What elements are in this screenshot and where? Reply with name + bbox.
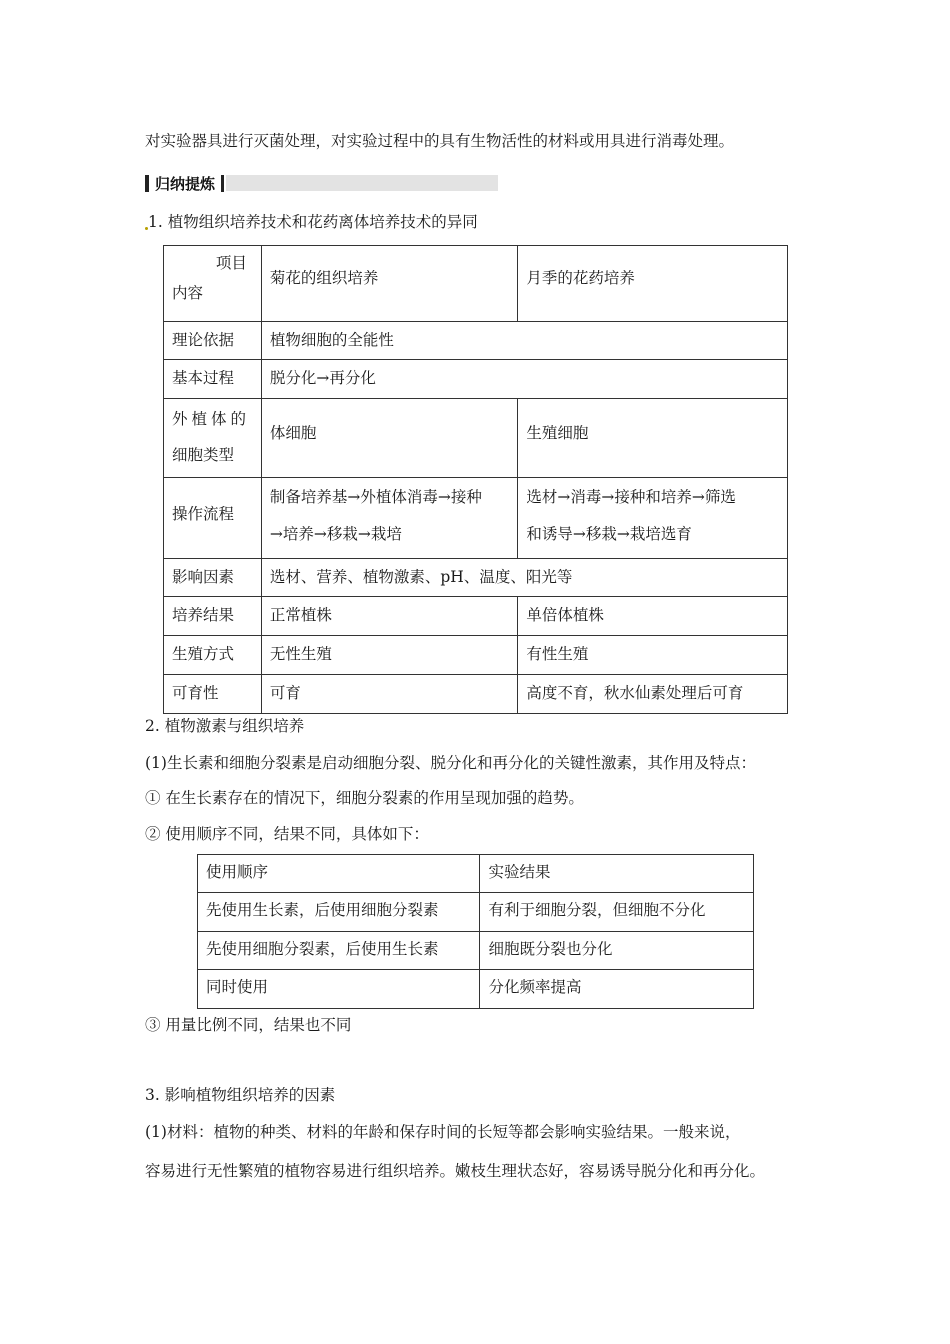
table-row [198, 893, 754, 932]
section-fill [226, 175, 498, 191]
row-label: 生殖方式 [164, 636, 262, 675]
cell: 有性生殖 [518, 636, 788, 675]
corner-top: 项目 [215, 254, 247, 272]
row-label: 基本过程 [164, 360, 262, 399]
section-bar-right [221, 175, 224, 192]
row-label: 培养结果 [164, 597, 262, 636]
column-header: 使用顺序 [198, 855, 480, 893]
row-value: 脱分化→再分化 [261, 360, 787, 399]
table-row [198, 855, 754, 893]
cell: 正常植株 [261, 597, 518, 636]
row-value: 植物细胞的全能性 [261, 322, 787, 360]
intro-line: 对实验器具进行灭菌处理，对实验过程中的具有生物活性的材料或用具进行消毒处理。 [145, 132, 735, 150]
cell-line: 制备培养基→外植体消毒→接种 [269, 488, 482, 506]
paragraph: (1)生长素和细胞分裂素是启动细胞分裂、脱分化和再分化的关键性激素，其作用及特点： [145, 754, 756, 772]
table-row [164, 399, 788, 478]
row-label: 操作流程 [164, 478, 262, 559]
table-row [164, 675, 788, 714]
section-title: 归纳提炼 [155, 174, 216, 193]
cell: 单倍体植株 [518, 597, 788, 636]
cell [261, 478, 518, 559]
paragraph: (1)材料：植物的种类、材料的年龄和保存时间的长短等都会影响实验结果。一般来说， [145, 1123, 741, 1141]
cell: 分化频率提高 [480, 970, 754, 1009]
col-header-2: 月季的花药培养 [518, 246, 788, 322]
row-value: 选材、营养、植物激素、pH、温度、阳光等 [261, 559, 787, 597]
comparison-table [163, 245, 788, 714]
corner-cell [164, 246, 262, 322]
cell: 体细胞 [261, 399, 518, 478]
cell: 有利于细胞分裂，但细胞不分化 [480, 893, 754, 932]
cell: 细胞既分裂也分化 [480, 932, 754, 970]
heading-1: 1. 植物组织培养技术和花药离体培养技术的异同 [148, 213, 478, 231]
cell-line: 和诱导→移栽→栽培选育 [526, 525, 692, 543]
cell: 无性生殖 [261, 636, 518, 675]
table-row [164, 360, 788, 399]
cell: 生殖细胞 [518, 399, 788, 478]
table-row [164, 478, 788, 559]
column-header: 实验结果 [480, 855, 754, 893]
cell: 可育 [261, 675, 518, 714]
cell: 高度不育，秋水仙素处理后可育 [518, 675, 788, 714]
row-label: 可育性 [164, 675, 262, 714]
table-row [198, 932, 754, 970]
cell: 先使用细胞分裂素，后使用生长素 [198, 932, 480, 970]
paragraph: 容易进行无性繁殖的植物容易进行组织培养。嫩枝生理状态好，容易诱导脱分化和再分化。 [145, 1162, 766, 1180]
cell: 先使用生长素，后使用细胞分裂素 [198, 893, 480, 932]
row-label [164, 399, 262, 478]
table-row [164, 322, 788, 360]
row-label-line: 外植体的 [172, 410, 251, 428]
table-row [164, 559, 788, 597]
hormone-order-table [197, 854, 754, 1009]
heading-3: 3. 影响植物组织培养的因素 [145, 1086, 336, 1104]
paragraph: ① 在生长素存在的情况下，细胞分裂素的作用呈现加强的趋势。 [145, 789, 584, 807]
row-label: 理论依据 [164, 322, 262, 360]
table-row [164, 597, 788, 636]
table-row [164, 246, 788, 322]
cell: 同时使用 [198, 970, 480, 1009]
table-row [164, 636, 788, 675]
col-header-1: 菊花的组织培养 [261, 246, 518, 322]
row-label: 影响因素 [164, 559, 262, 597]
cell-line: 选材→消毒→接种和培养→筛选 [526, 488, 736, 506]
paragraph: ③ 用量比例不同，结果也不同 [145, 1016, 352, 1034]
corner-bottom: 内容 [172, 284, 204, 302]
paragraph: ② 使用顺序不同，结果不同，具体如下： [145, 825, 429, 843]
table-row [198, 970, 754, 1009]
cell-line: →培养→移栽→栽培 [269, 525, 402, 543]
heading-2: 2. 植物激素与组织培养 [145, 717, 305, 735]
heading-1-row [145, 210, 478, 232]
section-header [145, 173, 498, 193]
cell [518, 478, 788, 559]
row-label-line: 细胞类型 [172, 446, 235, 464]
